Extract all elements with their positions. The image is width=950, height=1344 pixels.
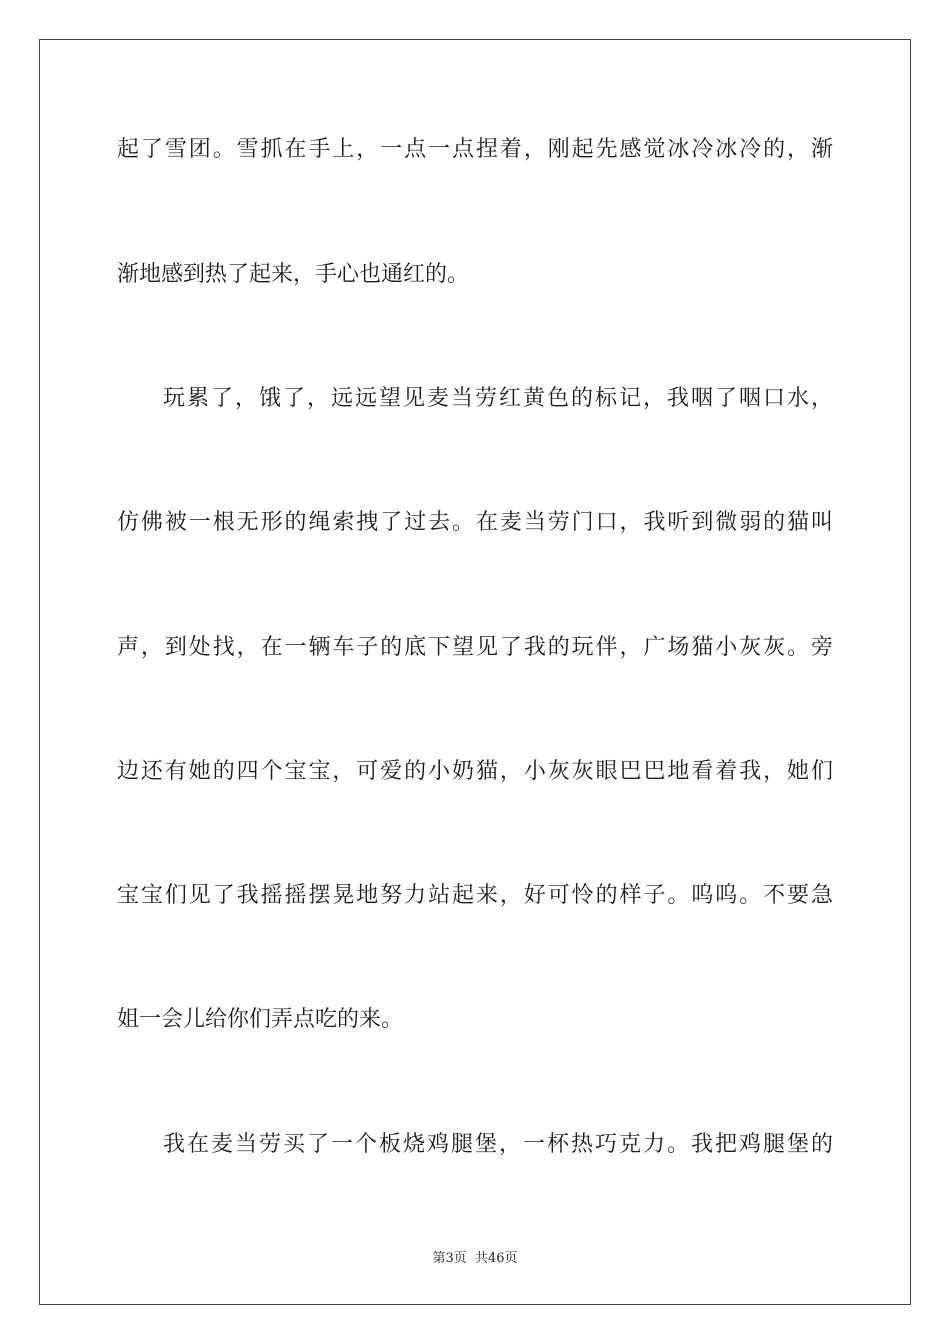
text-line-1: 起了雪团。雪抓在手上，一点一点捏着，刚起先感觉冰冷冰冷的，渐 [117, 137, 833, 162]
page-number: 第3页 [432, 1251, 467, 1266]
page-total: 共46页 [474, 1251, 518, 1266]
text-line-9: 我在麦当劳买了一个板烧鸡腿堡，一杯热巧克力。我把鸡腿堡的 [163, 1132, 833, 1157]
text-line-8: 姐一会儿给你们弄点吃的来。 [117, 1007, 404, 1032]
text-line-4: 仿佛被一根无形的绳索拽了过去。在麦当劳门口，我听到微弱的猫叫 [117, 510, 833, 535]
page-border [39, 39, 911, 1305]
text-line-6: 边还有她的四个宝宝，可爱的小奶猫，小灰灰眼巴巴地看着我，她们 [117, 759, 833, 784]
text-line-3: 玩累了，饿了，远远望见麦当劳红黄色的标记，我咽了咽口水， [163, 386, 833, 411]
text-line-2: 渐地感到热了起来，手心也通红的。 [117, 262, 470, 287]
page-footer [0, 1247, 950, 1266]
text-line-7: 宝宝们见了我摇摇摆晃地努力站起来，好可怜的样子。呜呜。不要急 [117, 883, 833, 908]
text-line-5: 声，到处找，在一辆车子的底下望见了我的玩伴，广场猫小灰灰。旁 [117, 635, 833, 660]
